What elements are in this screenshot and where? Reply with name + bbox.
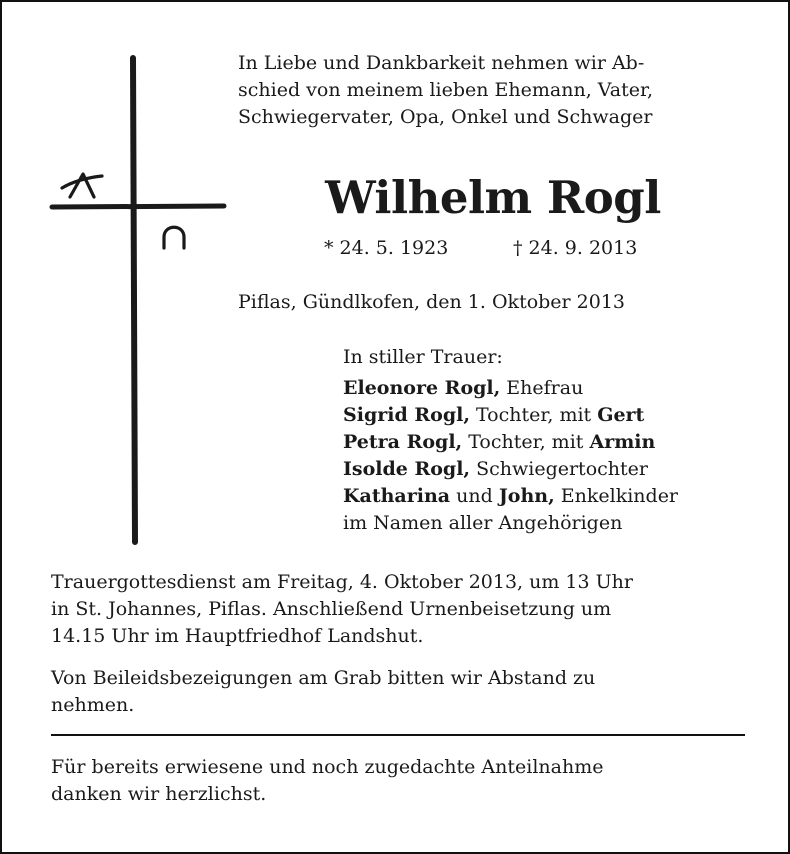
mourner-row [343, 456, 763, 483]
section-divider [51, 734, 745, 736]
mourner-name: Eleonore Rogl, [343, 377, 501, 399]
cross-horizontal-beam [52, 206, 224, 207]
service-line: Trauergottesdienst am Freitag, 4. Oktober 2013, um 13 Uhr [51, 571, 633, 593]
thanks-line: danken wir herzlichst. [51, 783, 267, 805]
mourner-name: Isolde Rogl, [343, 458, 471, 480]
cross-vertical-beam [133, 58, 135, 542]
death-date: † 24. 9. 2013 [513, 237, 638, 259]
thanks-line: Für bereits erwiesene und noch zugedachte Anteilnahme [51, 756, 604, 778]
omega-symbol [164, 227, 184, 248]
mourner-relation: Tochter, mit [469, 404, 598, 426]
request-line: Von Beileidsbezeigungen am Grab bitten wir Abstand zu [51, 667, 596, 689]
deceased-name: Wilhelm Rogl [325, 171, 661, 224]
mourner-name: Gert [597, 404, 645, 426]
request-line: nehmen. [51, 694, 135, 716]
mourner-row [343, 375, 763, 402]
mourner-row [343, 429, 763, 456]
mourner-name: Armin [589, 431, 656, 453]
mourner-relation: Schwiegertochter [470, 458, 648, 480]
cross-with-alpha-omega-icon [2, 2, 242, 562]
mourner-rows [343, 375, 763, 537]
mourners-heading: In stiller Trauer: [343, 346, 503, 368]
mourner-name: Petra Rogl, [343, 431, 463, 453]
service-line: 14.15 Uhr im Hauptfriedhof Landshut. [51, 625, 424, 647]
intro-line: Schwiegervater, Opa, Onkel und Schwager [238, 106, 653, 128]
mourner-name: John, [498, 485, 555, 507]
service-line: in St. Johannes, Piflas. Anschließend Urnenbeisetzung um [51, 598, 612, 620]
alpha-symbol [62, 174, 102, 197]
mourner-row [343, 483, 763, 510]
thanks-note [51, 754, 745, 808]
intro-text [238, 50, 748, 131]
mourner-row [343, 510, 763, 537]
intro-line: schied von meinem lieben Ehemann, Vater, [238, 79, 654, 101]
condolence-request [51, 665, 745, 719]
mourner-relation: Ehefrau [500, 377, 584, 399]
place-and-date: Piflas, Gündlkofen, den 1. Oktober 2013 [238, 291, 626, 313]
mourner-relation: im Namen aller Angehörigen [343, 512, 623, 534]
mourner-name: Katharina [343, 485, 451, 507]
intro-line: In Liebe und Dankbarkeit nehmen wir Ab- [238, 52, 645, 74]
service-announcement [51, 569, 745, 650]
mourner-relation: Tochter, mit [462, 431, 590, 453]
mourner-relation: und [450, 485, 499, 507]
mourner-relation: Enkelkinder [554, 485, 679, 507]
birth-date: * 24. 5. 1923 [324, 237, 449, 259]
mourners-list [343, 344, 763, 537]
mourner-row [343, 402, 763, 429]
mourner-name: Sigrid Rogl, [343, 404, 470, 426]
